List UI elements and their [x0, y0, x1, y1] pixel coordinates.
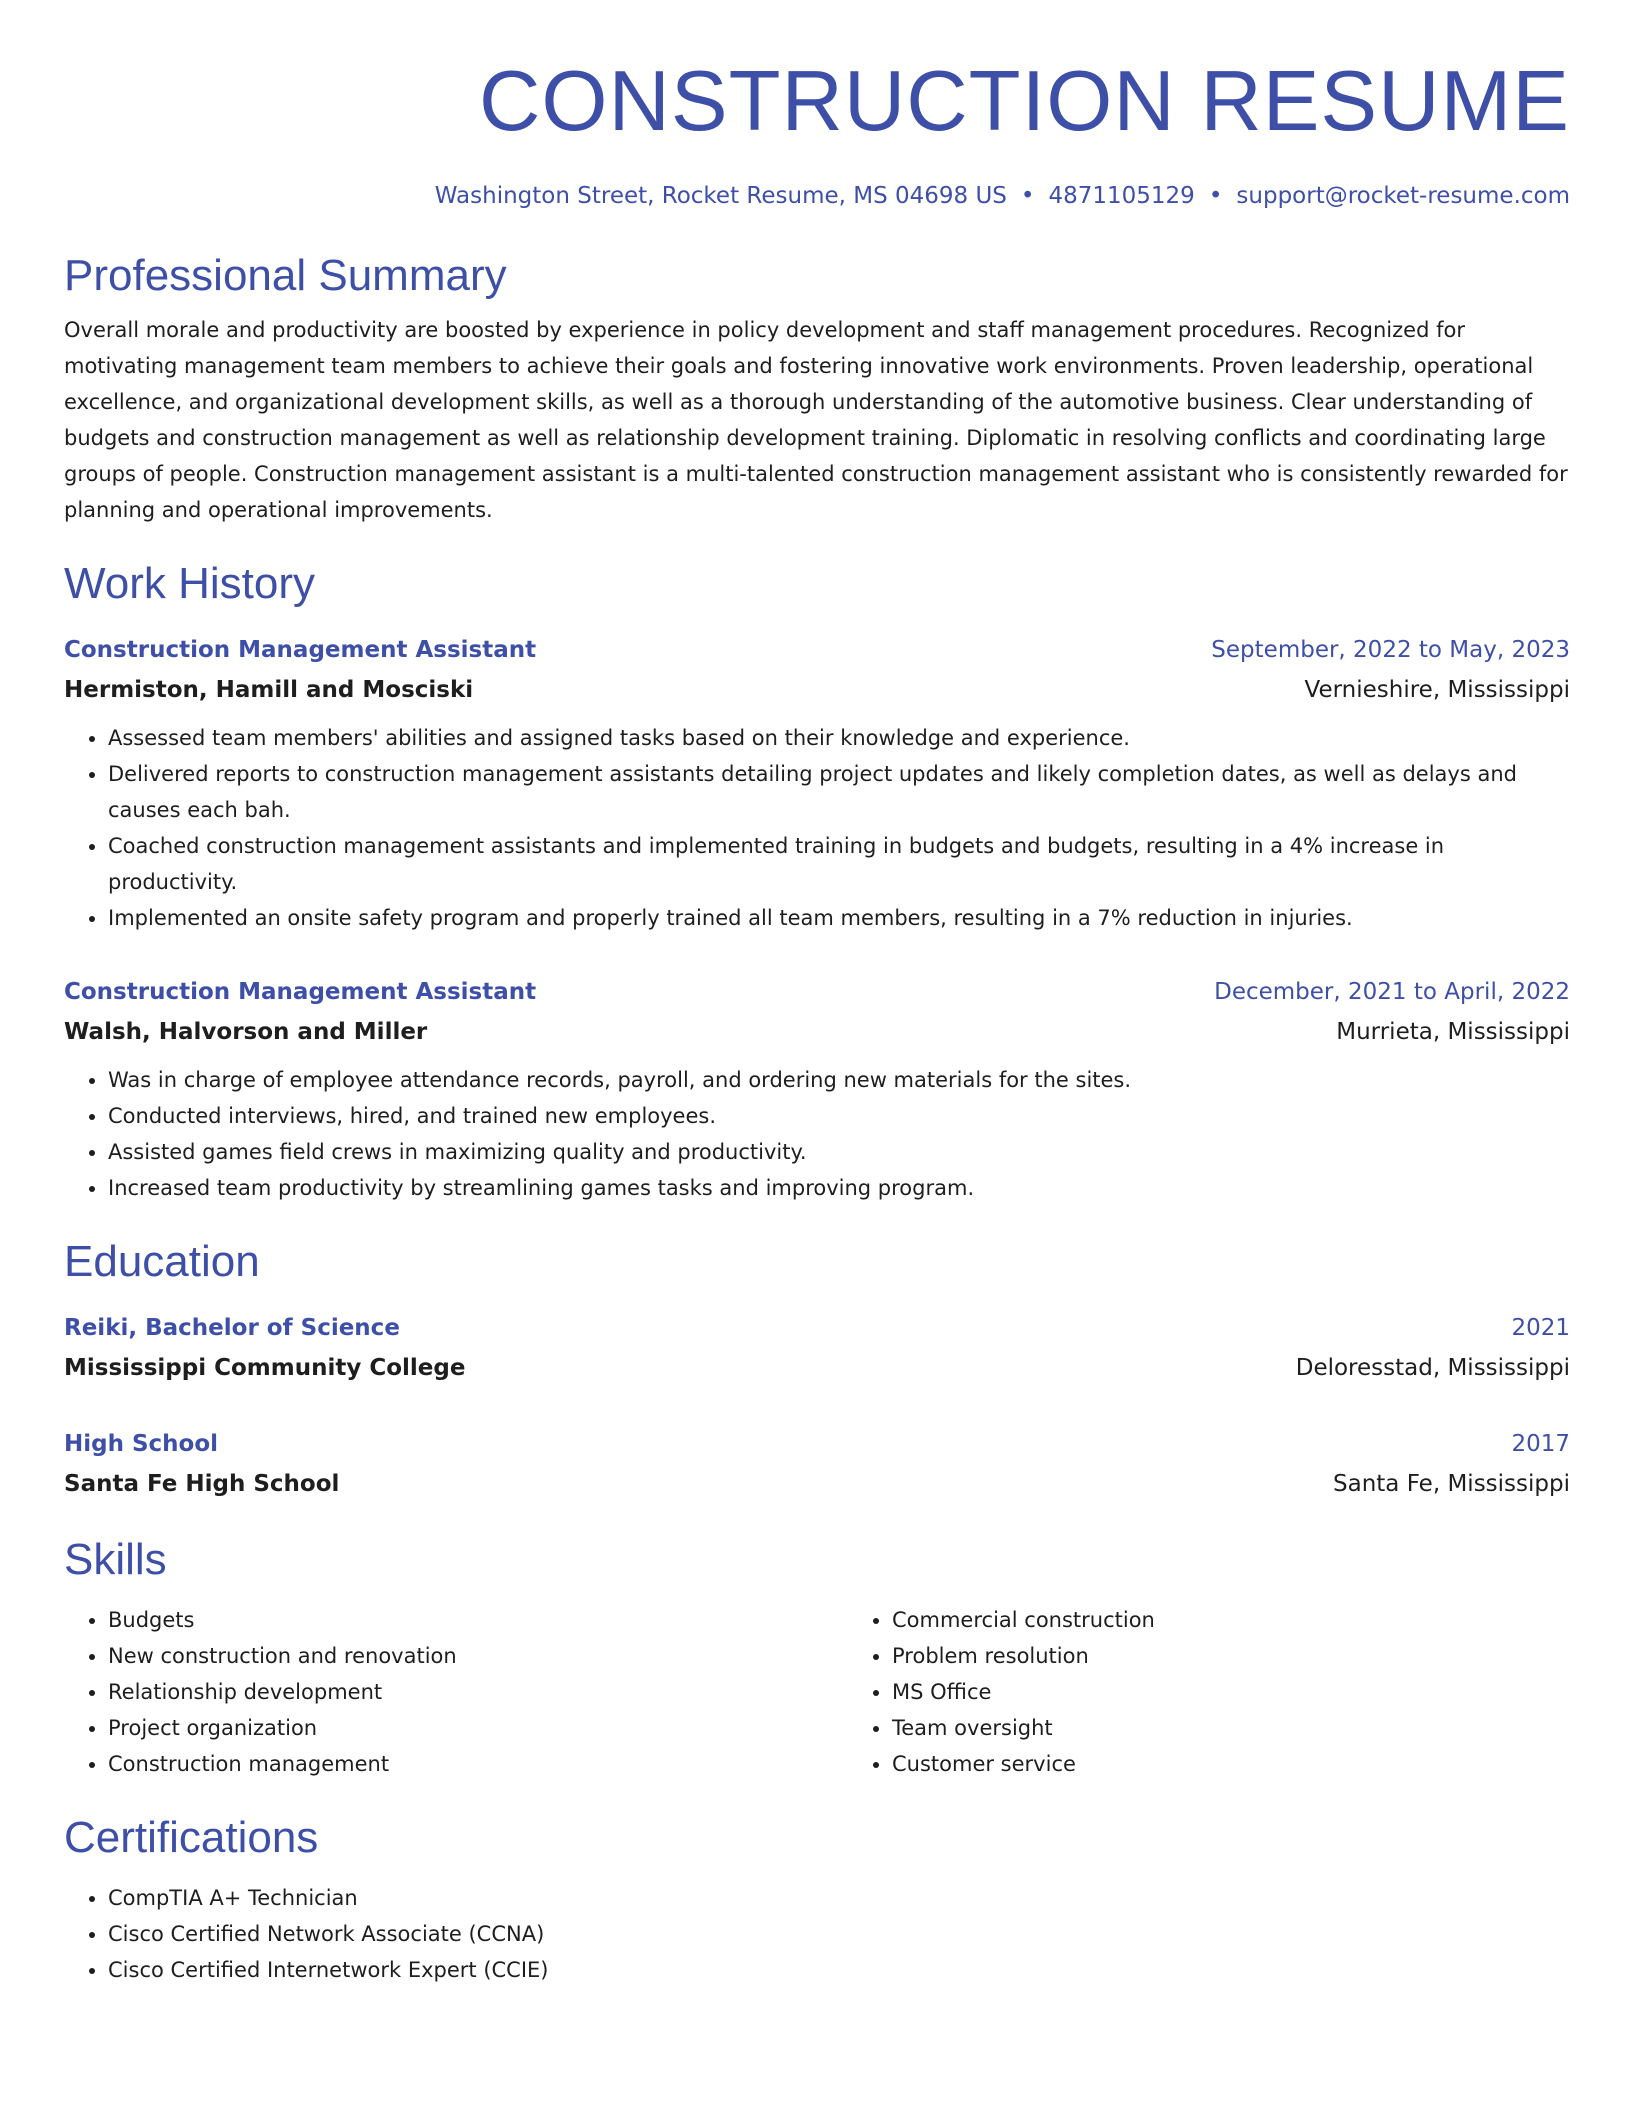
job-dates: December, 2021 to April, 2022 [1214, 979, 1570, 1005]
list-item: • Implemented an onsite safety program and properly trained all team members, resulting in a 7% reduction in injuries. [108, 900, 1570, 936]
degree: Reiki, Bachelor of Science [64, 1315, 400, 1341]
contact-line [64, 180, 1570, 212]
section-heading-summary: Professional Summary [64, 251, 507, 300]
job-company-row [64, 670, 1570, 710]
list-item: • Was in charge of employee attendance records, payroll, and ordering new materials for the sites. [108, 1062, 1570, 1098]
education-header-row [64, 1424, 1570, 1464]
list-item: • Commercial construction [892, 1602, 1155, 1638]
education-school-row [64, 1464, 1570, 1504]
job-bullets [64, 1062, 1570, 1206]
address: Washington Street, Rocket Resume, MS 04698 US [434, 183, 1007, 209]
list-item: • New construction and renovation [108, 1638, 848, 1674]
list-item: • Budgets [108, 1602, 848, 1638]
job-title: Construction Management Assistant [64, 637, 537, 663]
school-location: Santa Fe, Mississippi [1333, 1471, 1570, 1497]
education-year: 2021 [1511, 1315, 1570, 1341]
list-item: • Problem resolution [892, 1638, 1155, 1674]
list-item: • Cisco Certified Network Associate (CCNA) [108, 1916, 1570, 1952]
certifications-section [64, 1810, 1570, 1988]
skills-columns [64, 1602, 1570, 1782]
work-history-section [64, 556, 1570, 1206]
job-entry [64, 630, 1570, 936]
list-item: • Cisco Certified Internetwork Expert (CCIE) [108, 1952, 1570, 1988]
skills-list-left [64, 1602, 848, 1782]
job-company-row [64, 1012, 1570, 1052]
section-heading-work: Work History [64, 559, 315, 608]
list-item: • Coached construction management assistants and implemented training in budgets and budgets, resulting in a 4% increase in productivity. [108, 828, 1570, 900]
job-entry [64, 972, 1570, 1206]
section-heading-skills: Skills [64, 1535, 167, 1584]
phone: 4871105129 [1048, 183, 1195, 209]
school: Mississippi Community College [64, 1355, 466, 1381]
list-item: • Team oversight [892, 1710, 1155, 1746]
job-location: Vernieshire, Mississippi [1304, 677, 1570, 703]
list-item: • Delivered reports to construction management assistants detailing project updates and likely completion dates, as well as delays and causes each bah. [108, 756, 1570, 828]
education-school-row [64, 1348, 1570, 1388]
degree: High School [64, 1431, 219, 1457]
resume-header [64, 44, 1570, 212]
list-item: • Construction management [108, 1746, 848, 1782]
job-location: Murrieta, Mississippi [1336, 1019, 1570, 1045]
job-title: Construction Management Assistant [64, 979, 537, 1005]
section-heading-certifications: Certifications [64, 1813, 319, 1862]
summary-text: Overall morale and productivity are boosted by experience in policy development and staff management procedures. Recognized for motivating management team members to achieve their goals and fostering innovative work environments. Proven leadership, operational excellence, and organizational development skills, as well as a thorough understanding of the automotive business. Clear understanding of budgets and construction management as well as relationship development training. Diplomatic in resolving conflicts and coordinating large groups of people. Construction management assistant is a multi-talented construction management assistant who is consistently rewarded for planning and operational improvements. [64, 318, 1568, 522]
skills-list-right [848, 1602, 1155, 1782]
resume-title: CONSTRUCTION RESUME [479, 54, 1570, 149]
school-location: Deloresstad, Mississippi [1295, 1355, 1570, 1381]
list-item: • Assessed team members' abilities and assigned tasks based on their knowledge and experience. [108, 720, 1570, 756]
job-bullets [64, 720, 1570, 936]
list-item: • Customer service [892, 1746, 1155, 1782]
job-dates: September, 2022 to May, 2023 [1211, 637, 1570, 663]
list-item: • Assisted games field crews in maximizing quality and productivity. [108, 1134, 1570, 1170]
email-link[interactable]: support@rocket-resume.com [1236, 183, 1570, 209]
separator-dot: • [1020, 183, 1035, 209]
education-entry [64, 1308, 1570, 1388]
list-item: • Relationship development [108, 1674, 848, 1710]
education-header-row [64, 1308, 1570, 1348]
job-company: Hermiston, Hamill and Mosciski [64, 677, 474, 703]
job-company: Walsh, Halvorson and Miller [64, 1019, 428, 1045]
section-heading-education: Education [64, 1237, 260, 1286]
list-item: • CompTIA A+ Technician [108, 1880, 1570, 1916]
job-header-row [64, 630, 1570, 670]
education-section [64, 1234, 1570, 1504]
education-year: 2017 [1511, 1431, 1570, 1457]
summary-section [64, 248, 1570, 528]
list-item: • MS Office [892, 1674, 1155, 1710]
skills-section [64, 1532, 1570, 1782]
education-entry [64, 1424, 1570, 1504]
list-item: • Conducted interviews, hired, and trained new employees. [108, 1098, 1570, 1134]
school: Santa Fe High School [64, 1471, 340, 1497]
list-item: • Increased team productivity by streamlining games tasks and improving program. [108, 1170, 1570, 1206]
job-header-row [64, 972, 1570, 1012]
separator-dot: • [1208, 183, 1223, 209]
list-item: • Project organization [108, 1710, 848, 1746]
certifications-list [64, 1880, 1570, 1988]
